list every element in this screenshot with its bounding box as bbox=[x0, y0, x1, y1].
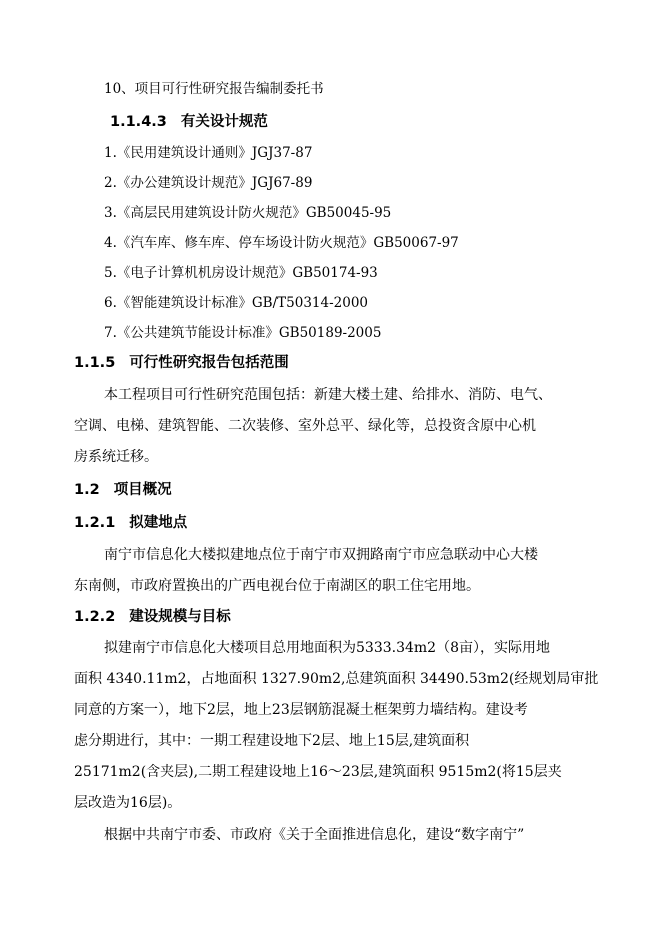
spec-item: 2.《办公建筑设计规范》JGJ67-89 bbox=[104, 175, 313, 191]
scope-line: 本工程项目可行性研究范围包括：新建大楼土建、给排水、消防、电气、 bbox=[104, 387, 552, 403]
heading-number: 1.2 bbox=[74, 482, 100, 498]
scale-line: 25171m2(含夹层),二期工程建设地上16～23层,建筑面积 9515m2(将15层夹 bbox=[74, 764, 562, 780]
spec-item: 1.《民用建筑设计通则》JGJ37-87 bbox=[104, 145, 313, 161]
scale-line: 面积 4340.11m2，占地面积 1327.90m2,总建筑面积 34490.53m2(经规划局审批 bbox=[74, 671, 599, 687]
last-line: 根据中共南宁市委、市政府《关于全面推进信息化，建设“数字南宁” bbox=[104, 827, 525, 843]
heading-number: 1.2.1 bbox=[74, 515, 116, 531]
site-line: 南宁市信息化大楼拟建地点位于南宁市双拥路南宁市应急联动中心大楼 bbox=[104, 547, 538, 563]
heading-1-2-1 bbox=[74, 513, 187, 533]
item-10: 10、项目可行性研究报告编制委托书 bbox=[104, 81, 324, 97]
heading-1-2-2 bbox=[74, 607, 231, 627]
scale-line: 拟建南宁市信息化大楼项目总用地面积为5333.34m2（8亩），实际用地 bbox=[104, 640, 550, 656]
heading-number: 1.1.5 bbox=[74, 355, 116, 371]
scope-line: 空调、电梯、建筑智能、二次装修、室外总平、绿化等，总投资含原中心机 bbox=[74, 418, 536, 434]
scale-line: 层改造为16层)。 bbox=[74, 795, 182, 811]
spec-item: 6.《智能建筑设计标准》GB/T50314-2000 bbox=[104, 295, 369, 311]
spec-item: 3.《高层民用建筑设计防火规范》GB50045-95 bbox=[104, 205, 392, 221]
heading-1-1-4-3 bbox=[110, 112, 268, 132]
site-line: 东南侧，市政府置换出的广西电视台位于南湖区的职工住宅用地。 bbox=[74, 578, 480, 594]
heading-title: 有关设计规范 bbox=[180, 114, 268, 130]
heading-title: 项目概况 bbox=[113, 482, 172, 498]
heading-1-1-5 bbox=[74, 353, 289, 373]
heading-title: 拟建地点 bbox=[129, 515, 188, 531]
scope-line: 房系统迁移。 bbox=[74, 449, 158, 465]
spec-item: 7.《公共建筑节能设计标准》GB50189-2005 bbox=[104, 325, 382, 341]
heading-title: 建设规模与目标 bbox=[129, 609, 231, 625]
heading-title: 可行性研究报告包括范围 bbox=[129, 355, 289, 371]
scale-line: 虑分期进行，其中：一期工程建设地下2层、地上15层,建筑面积 bbox=[74, 733, 470, 749]
heading-number: 1.1.4.3 bbox=[110, 114, 167, 130]
scale-line: 同意的方案一），地下2层，地上23层钢筋混凝土框架剪力墙结构。建设考 bbox=[74, 702, 528, 718]
heading-1-2 bbox=[74, 480, 172, 500]
spec-item: 5.《电子计算机机房设计规范》GB50174-93 bbox=[104, 265, 378, 281]
spec-item: 4.《汽车库、修车库、停车场设计防火规范》GB50067-97 bbox=[104, 235, 459, 251]
heading-number: 1.2.2 bbox=[74, 609, 116, 625]
